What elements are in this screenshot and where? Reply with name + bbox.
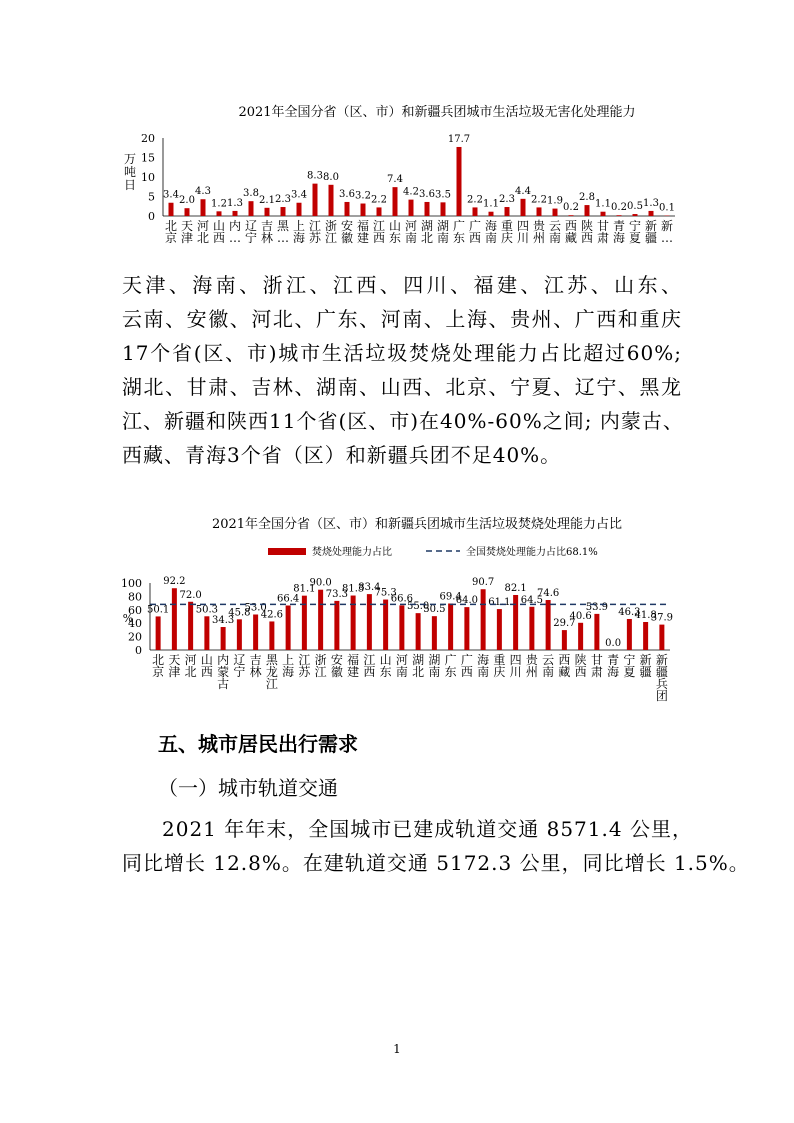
chart2-category-label: 云南 [542,653,555,679]
chart1-title: 2021年全国分省（区、市）和新疆兵团城市生活垃圾无害化处理能力 [238,105,636,120]
chart1-value-label: 0.2 [611,202,627,214]
chart1-bar [617,215,622,216]
chart2-category-label: 江苏 [298,653,311,679]
chart2 [0,538,794,708]
chart2-category-label: 江西 [363,653,376,679]
chart1-value-label: 0.2 [563,202,579,214]
chart1-y-tick: 5 [148,190,155,204]
chart1-category-label: 福建 [356,219,370,245]
chart1-bar [633,214,638,216]
chart1-y-tick: 20 [141,132,155,145]
chart1-category-label: 黑… [276,219,290,245]
chart1-value-label: 1.3 [643,197,659,209]
section-heading: 五、城市居民出行需求 [158,732,358,756]
chart1-value-label: 2.3 [499,194,515,206]
chart2-bar [399,605,404,650]
chart2-value-label: 69.4 [439,591,462,603]
chart2-bar [269,621,274,650]
chart2-y-tick: 100 [121,577,142,590]
chart2-bar [659,625,664,650]
chart1-value-label: 0.5 [627,201,643,213]
chart1-y-tick: 10 [141,171,155,184]
chart1-value-label: 1.9 [547,195,563,207]
chart2-bar [318,590,323,650]
chart2-bar [464,607,469,650]
chart2-category-label: 上海 [282,653,295,679]
chart1-bar [361,204,366,216]
chart2-category-label: 辽宁 [233,653,246,679]
chart1-category-label: 湖南 [436,219,450,245]
paragraph-line: 17个省(区、市)城市生活垃圾焚烧处理能力占比超过60%; [122,341,682,365]
chart2-value-label: 81.3 [341,583,365,595]
chart2-category-label: 西藏 [558,653,571,679]
chart1-value-label: 2.3 [275,194,291,206]
chart1-category-label: 北京 [164,219,178,245]
chart2-value-label: 73.3 [325,588,349,600]
chart2-category-label: 河南 [395,653,408,679]
chart1-bar [265,208,270,216]
chart1-bar [393,187,398,216]
chart1-value-label: 3.8 [243,188,259,200]
chart1-y-tick: 0 [148,210,155,223]
chart1-bar [185,208,190,216]
chart1-category-label: 重庆 [500,219,514,245]
chart2-value-label: 72.0 [179,589,202,601]
chart1-value-label: 8.0 [323,171,339,183]
chart2-value-label: 46.3 [618,606,641,618]
chart2-value-label: 40.6 [569,610,592,622]
chart2-bar [416,613,421,650]
chart2-category-label: 黑龙江 [265,653,278,691]
chart1-bar [521,199,526,216]
chart2-value-label: 45.8 [228,607,251,619]
chart2-category-label: 安徽 [330,653,343,679]
chart1-value-label: 3.4 [163,189,179,201]
chart1-bar [217,211,222,216]
chart1-category-label: 广西 [468,219,482,245]
chart1-bar [505,207,510,216]
chart2-value-label: 64.5 [520,594,544,606]
chart1-value-label: 3.6 [339,188,355,200]
chart2-category-label: 山西 [200,653,213,679]
chart1-category-label: 四川 [516,219,530,245]
chart2-value-label: 74.6 [536,588,560,600]
chart1-bar [649,211,654,216]
chart1-category-label: 江西 [372,219,386,245]
chart1-value-label: 0.1 [659,202,675,214]
chart1-category-label: 青海 [612,219,626,245]
paragraph-line: 西藏、青海3个省（区）和新疆兵团不足40%。 [122,443,562,467]
page-number: 1 [393,1042,401,1056]
chart2-bar [188,602,193,650]
chart1-bar [281,207,286,216]
chart2-category-label: 北京 [152,653,165,679]
chart2-value-label: 92.2 [163,576,186,588]
chart2-category-label: 湖南 [428,653,441,679]
chart2-legend-bar-label: 焚烧处理能力占比 [312,547,392,558]
chart1-category-label: 湖北 [420,219,434,245]
chart1-value-label: 4.2 [403,186,419,198]
chart2-value-label: 75.3 [374,587,397,599]
chart2-category-label: 广西 [460,653,473,679]
chart2-category-label: 新疆兵团 [655,653,668,703]
chart2-category-label: 河北 [184,653,197,679]
chart2-category-label: 湖北 [412,653,425,679]
chart1-y-tick: 15 [141,151,155,165]
chart1-category-label: 西藏 [564,219,578,245]
chart2-bar [497,609,502,650]
chart1-value-label: 2.2 [467,194,483,206]
chart1-bar [457,147,462,216]
chart1-value-label: 2.2 [531,194,547,206]
chart1-category-label: 云南 [548,219,562,245]
chart1-category-label: 江苏 [308,219,322,245]
chart2-bar [286,606,291,650]
chart1-value-label: 3.2 [355,190,371,202]
chart1-value-label: 1.2 [211,198,227,210]
chart1-value-label: 3.5 [435,189,451,201]
chart2-value-label: 34.3 [211,615,235,627]
chart1-value-label: 1.3 [227,197,243,209]
chart2-category-label: 重庆 [493,653,506,679]
chart2-bar [204,616,209,650]
chart1-value-label: 2.8 [579,192,595,204]
chart2-category-label: 甘肃 [590,653,603,679]
chart2-value-label: 83.4 [358,582,381,594]
chart2-bar [562,630,567,650]
chart1-bar [409,200,414,216]
paragraph-line: 云南、安徽、河北、广东、河南、上海、贵州、广西和重庆 [122,307,682,331]
chart2-category-label: 内蒙古 [217,653,230,691]
paragraph-rail-transit [122,812,750,880]
chart1-bar [249,201,254,216]
chart1-category-label: 陕西 [580,219,594,245]
chart1-value-label: 2.2 [371,194,387,206]
chart1-bar [313,184,318,216]
chart1-bar [377,207,382,216]
chart1-value-label: 3.4 [291,189,307,201]
paragraph-incineration-share [122,268,682,472]
chart2-y-tick: 60 [128,603,142,617]
chart1-category-label: 河北 [196,219,210,245]
chart2-legend-line-label: 全国焚烧处理能力占比68.1% [466,547,598,558]
chart1-category-label: 宁夏 [628,219,642,245]
chart2-value-label: 90.0 [309,577,332,589]
chart2-bar [481,589,486,650]
chart2-category-label: 四川 [509,653,522,679]
chart1-category-label: 辽宁 [244,219,258,245]
chart1-category-label: 甘肃 [596,219,610,245]
chart1-value-label: 1.1 [595,198,611,210]
chart2-value-label: 90.7 [471,577,495,589]
chart2-y-tick: 80 [128,590,142,604]
chart1-category-label: 贵州 [532,219,546,245]
chart2-category-label: 青海 [607,653,620,679]
paragraph-line: 江、新疆和陕西11个省(区、市)在40%-60%之间; 内蒙古、 [122,409,684,433]
chart2-value-label: 50.3 [195,604,219,616]
chart2-bar [513,595,518,650]
chart1-category-label: 浙江 [324,219,338,245]
chart2-value-label: 81.1 [293,583,316,595]
chart1-category-label: 新… [660,219,674,245]
chart1-value-label: 7.4 [387,174,403,186]
chart2-category-label: 海南 [477,653,490,679]
chart1-category-label: 安徽 [340,219,354,245]
chart2-value-label: 50.5 [423,604,446,616]
chart2-bar [432,616,437,650]
chart1-bar [553,209,558,216]
chart1-value-label: 3.6 [419,188,435,200]
chart1-value-label: 4.4 [515,185,531,197]
chart1-bar [569,215,574,216]
chart1-category-label: 天津 [180,219,194,245]
chart2-category-label: 天津 [168,653,181,679]
chart2-bar [627,619,632,650]
paragraph-line: 天津、海南、浙江、江西、四川、福建、江苏、山东、 [122,273,682,297]
chart1-bar [585,205,590,216]
chart2-bar [643,622,648,650]
chart2-value-label: 0.0 [605,638,622,649]
chart2-title: 2021年全国分省（区、市）和新疆兵团城市生活垃圾焚烧处理能力占比 [211,517,623,532]
chart1-bar [329,185,334,216]
chart2-value-label: 82.1 [504,582,527,594]
chart2-bar [594,614,599,650]
chart1-bar [233,211,238,216]
chart2-category-label: 新疆 [639,653,652,679]
chart1-y-label: 万吨日 [123,152,137,192]
chart2-category-label: 贵州 [525,653,538,679]
chart2-value-label: 29.7 [553,618,576,630]
chart2-value-label: 41.8 [634,609,657,621]
chart2-category-label: 宁夏 [623,653,636,679]
chart1-value-label: 2.1 [259,194,275,206]
chart2-legend-bar-swatch [268,548,306,555]
chart1-category-label: 海南 [484,219,498,245]
chart2-bar [367,594,372,650]
chart2-bar [172,588,177,650]
paragraph-line: 湖北、甘肃、吉林、湖南、山西、北京、宁夏、辽宁、黑龙 [122,375,682,399]
chart2-bar [334,601,339,650]
chart2-bar [383,600,388,650]
chart2-value-label: 55.0 [406,601,430,613]
chart2-y-tick: 20 [128,630,142,644]
chart2-category-label: 山东 [379,653,392,679]
chart2-y-tick: 0 [135,644,142,657]
chart2-category-label: 广东 [444,653,457,679]
chart1-bar [169,203,174,216]
chart1-category-label: 上海 [292,219,306,245]
chart2-value-label: 42.6 [260,609,284,621]
chart2-bar [448,604,453,650]
chart2-value-label: 66.6 [390,593,414,605]
chart1-bar [201,199,206,216]
chart2-value-label: 37.9 [650,612,674,624]
chart2-bar [253,614,258,650]
chart2-bar [156,616,161,650]
chart1-bar [537,207,542,216]
chart1-value-label: 4.3 [195,186,211,198]
chart1 [0,125,794,265]
chart1-category-label: 广东 [452,219,466,245]
chart2-value-label: 66.4 [276,593,300,605]
chart2-bar [546,600,551,650]
chart1-bar [441,202,446,216]
chart1-bar [425,202,430,216]
chart1-bar [489,212,494,216]
chart2-bar [237,619,242,650]
subsection-heading: （一）城市轨道交通 [158,776,338,800]
chart1-bar [601,212,606,216]
chart2-value-label: 53.9 [585,601,609,613]
paragraph-line: 2021 年年末，全国城市已建成轨道交通 8571.4 公里， [162,817,693,841]
chart2-category-label: 浙江 [314,653,327,679]
chart2-bar [529,607,534,650]
chart2-y-tick: 40 [128,617,142,631]
chart2-y-label: % [122,612,134,625]
paragraph-line: 同比增长 12.8%。在建轨道交通 5172.3 公里，同比增长 1.5%。 [122,851,750,875]
chart2-value-label: 53.0 [244,602,267,614]
chart2-value-label: 61.1 [488,597,511,609]
chart1-value-label: 8.3 [307,170,323,182]
chart2-value-label: 50.1 [146,604,170,616]
chart1-value-label: 17.7 [447,133,471,145]
chart1-bar [345,202,350,216]
chart1-category-label: 吉林 [260,219,274,245]
chart1-bar [297,203,302,216]
chart2-bar [578,623,583,650]
chart2-category-label: 陕西 [574,653,587,679]
chart1-category-label: 内… [228,219,242,245]
chart2-bar [221,627,226,650]
chart2-category-label: 吉林 [249,653,262,679]
chart1-category-label: 山东 [388,219,402,245]
chart1-value-label: 2.0 [179,195,195,207]
chart1-category-label: 山西 [212,219,226,245]
chart1-category-label: 河南 [404,219,418,245]
chart2-value-label: 64.0 [455,595,479,607]
chart2-category-label: 福建 [347,653,360,679]
chart1-bar [473,207,478,216]
chart1-value-label: 1.1 [483,198,499,210]
chart1-category-label: 新疆 [644,219,658,245]
